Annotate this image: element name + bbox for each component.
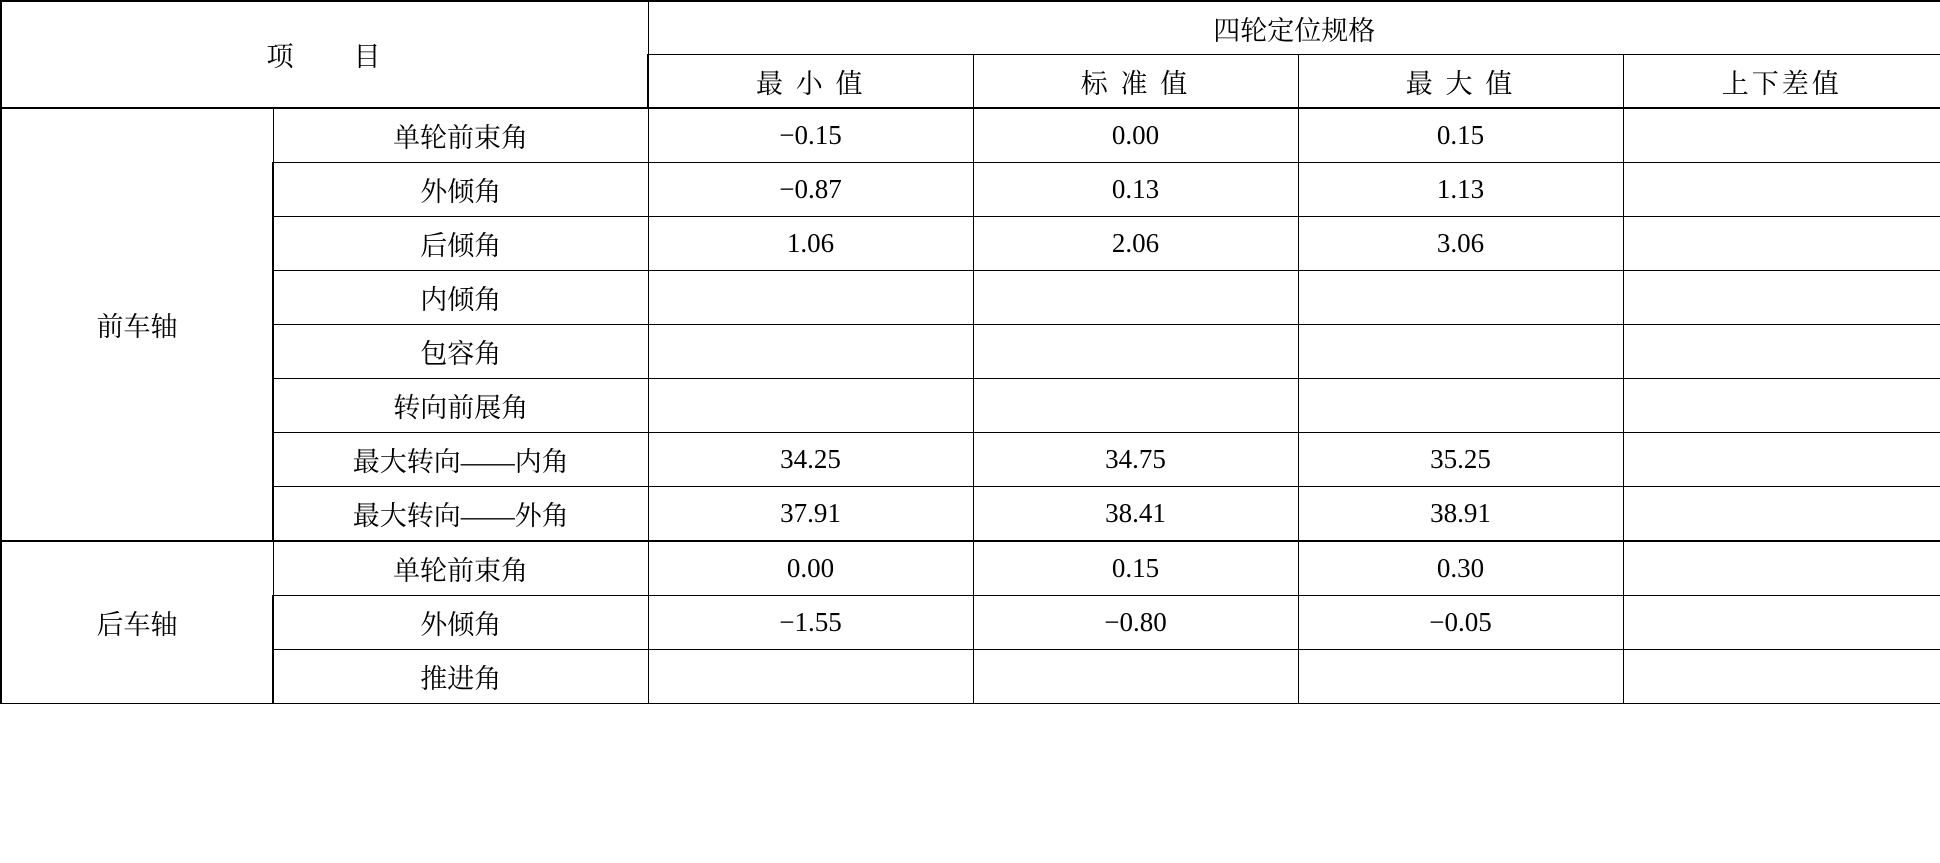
header-spec-group: 四轮定位规格 [648,1,1940,55]
value-max [1298,271,1623,325]
value-standard [973,379,1298,433]
value-min: 34.25 [648,433,973,487]
value-standard: −0.80 [973,596,1298,650]
value-max: 35.25 [1298,433,1623,487]
value-standard [973,325,1298,379]
axis-label-rear: 后车轴 [1,541,273,704]
value-standard [973,650,1298,704]
value-max: 38.91 [1298,487,1623,542]
value-max: 0.30 [1298,541,1623,596]
item-name: 后倾角 [273,217,648,271]
item-name: 内倾角 [273,271,648,325]
value-tolerance [1623,650,1940,704]
value-standard: 38.41 [973,487,1298,542]
item-name: 外倾角 [273,596,648,650]
item-name: 单轮前束角 [273,541,648,596]
item-name: 外倾角 [273,163,648,217]
value-tolerance [1623,217,1940,271]
value-min [648,379,973,433]
value-standard: 34.75 [973,433,1298,487]
item-name: 单轮前束角 [273,108,648,163]
value-standard: 2.06 [973,217,1298,271]
value-min [648,271,973,325]
header-tolerance-value: 上下差值 [1623,55,1940,109]
value-max: 0.15 [1298,108,1623,163]
table-row [1,541,1940,596]
value-min: 37.91 [648,487,973,542]
value-standard: 0.00 [973,108,1298,163]
header-min-value: 最 小 值 [648,55,973,109]
value-max: −0.05 [1298,596,1623,650]
value-min [648,325,973,379]
axis-label-front: 前车轴 [1,108,273,541]
value-min: −1.55 [648,596,973,650]
value-max: 3.06 [1298,217,1623,271]
header-item-column: 项 目 [1,1,648,108]
header-standard-value: 标 准 值 [973,55,1298,109]
table-row [1,271,1940,325]
value-min: −0.87 [648,163,973,217]
value-tolerance [1623,433,1940,487]
value-tolerance [1623,163,1940,217]
item-name: 最大转向——外角 [273,487,648,542]
value-tolerance [1623,379,1940,433]
value-tolerance [1623,541,1940,596]
value-tolerance [1623,325,1940,379]
value-standard [973,271,1298,325]
item-name: 包容角 [273,325,648,379]
table-row [1,325,1940,379]
table-header-row-1 [1,1,1940,55]
value-min: 0.00 [648,541,973,596]
item-name: 转向前展角 [273,379,648,433]
table-row [1,433,1940,487]
table-row [1,487,1940,542]
table-row [1,379,1940,433]
table-row [1,650,1940,704]
value-max [1298,379,1623,433]
value-standard: 0.13 [973,163,1298,217]
value-min: 1.06 [648,217,973,271]
table-row [1,163,1940,217]
value-min: −0.15 [648,108,973,163]
header-max-value: 最 大 值 [1298,55,1623,109]
value-tolerance [1623,271,1940,325]
value-max [1298,325,1623,379]
item-name: 推进角 [273,650,648,704]
item-name: 最大转向——内角 [273,433,648,487]
table-row [1,108,1940,163]
value-max: 1.13 [1298,163,1623,217]
value-standard: 0.15 [973,541,1298,596]
value-max [1298,650,1623,704]
value-tolerance [1623,487,1940,542]
table-row [1,596,1940,650]
table-row [1,217,1940,271]
value-tolerance [1623,596,1940,650]
value-min [648,650,973,704]
value-tolerance [1623,108,1940,163]
